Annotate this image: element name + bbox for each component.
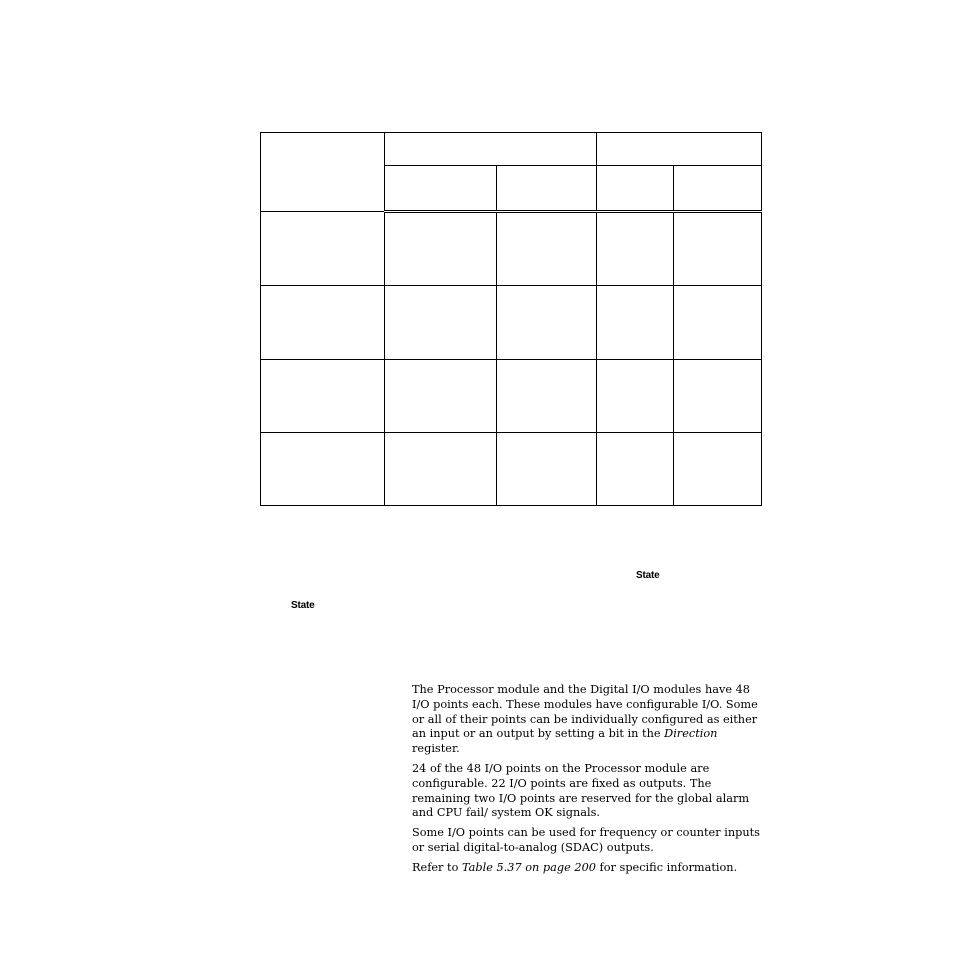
body-text bbox=[412, 683, 762, 881]
table-row bbox=[261, 359, 762, 432]
io-table bbox=[260, 132, 762, 506]
table-header-cell bbox=[261, 133, 385, 212]
table-cell bbox=[261, 432, 385, 505]
table-cell bbox=[385, 212, 497, 286]
table-cell bbox=[261, 212, 385, 286]
table-row bbox=[261, 212, 762, 286]
table-cell bbox=[261, 359, 385, 432]
state-label: State bbox=[636, 570, 660, 581]
table-cell bbox=[261, 286, 385, 359]
paragraph bbox=[412, 683, 762, 757]
table-cell bbox=[674, 359, 762, 432]
table-row bbox=[261, 286, 762, 359]
table-header-cell bbox=[674, 166, 762, 212]
table-cell bbox=[385, 286, 497, 359]
table-cell bbox=[385, 432, 497, 505]
state-label: State bbox=[291, 600, 315, 611]
paragraph: Some I/O points can be used for frequency or counter inputs or serial digital-to-analog (SDAC) outputs. bbox=[412, 826, 760, 854]
paragraph: 24 of the 48 I/O points on the Processor module are configurable. 22 I/O points are fixed as outputs. The remaining two I/O points are reserved for the global alarm and CPU fail/ system OK signals. bbox=[412, 761, 750, 820]
table-cell bbox=[497, 432, 597, 505]
paragraph-text: Refer to bbox=[412, 860, 462, 874]
table-reference-link[interactable]: Table 5.37 on page 200 bbox=[461, 860, 596, 874]
table-header-row bbox=[261, 133, 762, 166]
table-header-cell bbox=[597, 133, 762, 166]
table-cell bbox=[674, 432, 762, 505]
table-cell bbox=[597, 432, 674, 505]
paragraph bbox=[412, 861, 762, 876]
table-row bbox=[261, 432, 762, 505]
table-cell bbox=[497, 212, 597, 286]
table-cell bbox=[497, 286, 597, 359]
table-header-cell bbox=[385, 133, 597, 166]
table-header-cell bbox=[497, 166, 597, 212]
paragraph-text: register. bbox=[412, 742, 460, 756]
paragraph-text: for specific information. bbox=[595, 860, 738, 874]
table-header-cell bbox=[597, 166, 674, 212]
table-cell bbox=[497, 359, 597, 432]
table-cell bbox=[597, 359, 674, 432]
table-cell bbox=[597, 286, 674, 359]
table-cell bbox=[385, 359, 497, 432]
direction-term: Direction bbox=[664, 727, 718, 741]
table-header-cell bbox=[385, 166, 497, 212]
table-cell bbox=[674, 212, 762, 286]
table-cell bbox=[674, 286, 762, 359]
table-cell bbox=[597, 212, 674, 286]
paragraph-text: The Processor module and the Digital I/O modules have 48 I/O points each. These modules have configurable I/O. Some or all of their points can be individually configured as either an input or an output by setting a bit in the bbox=[412, 683, 758, 741]
